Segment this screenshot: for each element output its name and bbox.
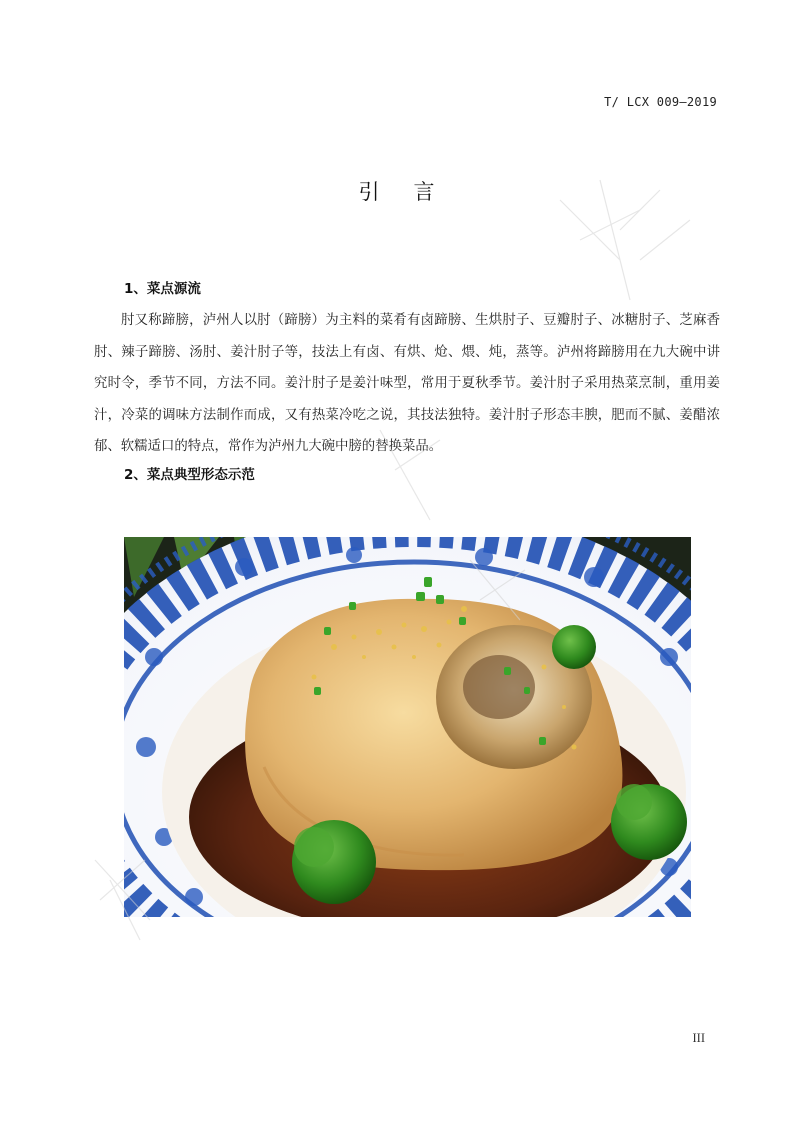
section-body-origin <box>94 305 720 463</box>
dish-photo <box>124 537 691 917</box>
section-heading-origin: 1、菜点源流 <box>124 281 201 297</box>
page-title: 引言 <box>358 180 469 204</box>
broccoli-floret <box>616 784 652 820</box>
document-code: T/ LCX 009—2019 <box>604 95 717 109</box>
paragraph-origin: 肘又称蹄膀，泸州人以肘（蹄膀）为主料的菜肴有卤蹄膀、生烘肘子、豆瓣肘子、冰糖肘子、芝麻香肘、辣子蹄膀、汤肘、姜汁肘子等，技法上有卤、有烘、炝、煨、炖，蒸等。泸州将蹄膀用在九大碗中讲究时令，季节不同，方法不同。姜汁肘子是姜汁味型，常用于夏秋季节。姜汁肘子采用热菜烹制，重用姜汁，冷菜的调味方法制作而成，又有热菜冷吃之说，其技法独特。姜汁肘子形态丰腴，肥而不腻、姜醋浓郁、软糯适口的特点，常作为泸州九大碗中膀的替换菜品。 <box>94 313 720 454</box>
page-number: III <box>692 1031 705 1045</box>
broccoli-floret <box>294 827 334 867</box>
broccoli-back <box>552 625 596 669</box>
section-heading-form: 2、菜点典型形态示范 <box>124 467 255 483</box>
meat-center <box>463 655 535 719</box>
